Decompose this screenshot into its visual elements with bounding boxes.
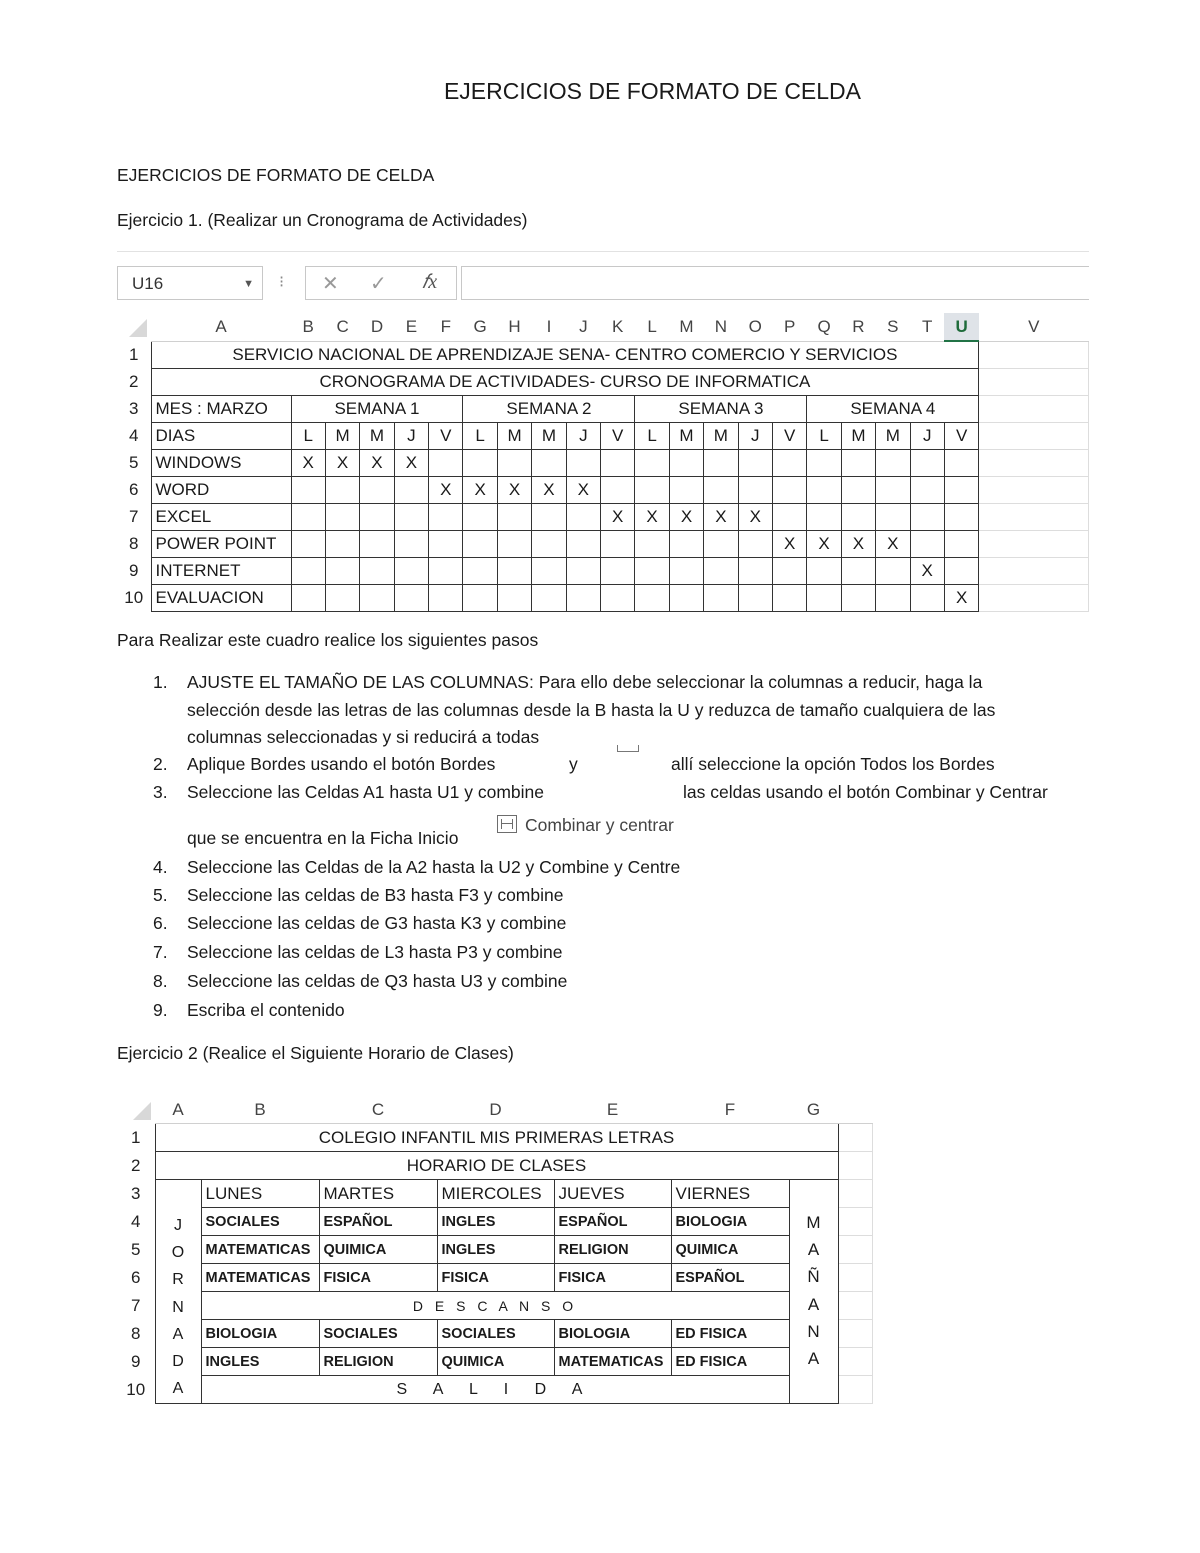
mark-cell[interactable] [532, 531, 566, 558]
mark-cell[interactable] [463, 531, 497, 558]
manana-cell[interactable] [789, 1180, 838, 1404]
days-label-cell[interactable]: DIAS [151, 423, 291, 450]
mark-cell[interactable] [360, 585, 394, 612]
mark-cell[interactable] [635, 585, 669, 612]
row-header[interactable]: 7 [131, 1295, 141, 1315]
mark-cell[interactable] [635, 477, 669, 504]
subject-cell[interactable]: INGLES [437, 1236, 554, 1264]
mark-cell[interactable] [704, 450, 738, 477]
day-cell[interactable]: M [360, 423, 394, 450]
mark-cell[interactable] [841, 477, 875, 504]
mark-cell[interactable] [360, 477, 394, 504]
subject-cell[interactable]: RELIGION [554, 1236, 671, 1264]
day-cell[interactable]: J [738, 423, 772, 450]
mark-cell[interactable]: X [360, 450, 394, 477]
mark-cell[interactable] [360, 558, 394, 585]
mark-cell[interactable] [601, 558, 635, 585]
row-header[interactable]: 9 [131, 1351, 141, 1371]
merge-and-center-button: Combinar y centrar [497, 815, 674, 836]
mark-cell[interactable]: X [635, 504, 669, 531]
column-header-m[interactable]: M [669, 313, 703, 341]
cell[interactable] [838, 1348, 872, 1376]
class-schedule-sheet [117, 1097, 873, 1404]
column-header-d[interactable]: D [437, 1097, 554, 1124]
mark-cell[interactable] [669, 585, 703, 612]
cell[interactable] [979, 450, 1089, 477]
activity-cell[interactable]: WINDOWS [151, 450, 291, 477]
title-cell[interactable]: SERVICIO NACIONAL DE APRENDIZAJE SENA- CENTRO COMERCIO Y SERVICIOS [151, 341, 979, 369]
mark-cell[interactable] [807, 558, 841, 585]
activity-cell[interactable]: POWER POINT [151, 531, 291, 558]
mark-cell[interactable]: X [704, 504, 738, 531]
mark-cell[interactable]: X [772, 531, 806, 558]
day-header-cell[interactable]: JUEVES [554, 1180, 671, 1208]
subject-cell[interactable]: RELIGION [319, 1348, 437, 1376]
mark-cell[interactable] [566, 558, 600, 585]
cell[interactable] [979, 585, 1089, 612]
row-header[interactable]: 1 [129, 344, 139, 364]
mark-cell[interactable] [704, 477, 738, 504]
mark-cell[interactable] [291, 504, 325, 531]
merge-icon [497, 815, 517, 833]
mark-cell[interactable] [910, 450, 944, 477]
cell[interactable] [979, 396, 1089, 423]
letter: N [807, 1321, 820, 1341]
mark-cell[interactable] [566, 585, 600, 612]
mark-cell[interactable] [772, 477, 806, 504]
row-header[interactable]: 3 [129, 399, 139, 418]
week-cell[interactable]: SEMANA 4 [807, 396, 979, 423]
letter: J [174, 1217, 182, 1234]
mark-cell[interactable] [429, 504, 463, 531]
month-cell[interactable]: MES : MARZO [151, 396, 291, 423]
day-cell[interactable]: J [566, 423, 600, 450]
mark-cell[interactable] [704, 558, 738, 585]
mark-cell[interactable]: X [807, 531, 841, 558]
column-header-a[interactable]: A [151, 313, 291, 341]
row-header[interactable]: 9 [129, 561, 139, 580]
day-cell[interactable]: L [463, 423, 497, 450]
mark-cell[interactable] [532, 585, 566, 612]
mark-cell[interactable] [772, 585, 806, 612]
exercise-1-heading: Ejercicio 1. (Realizar un Cronograma de Actividades) [117, 210, 528, 230]
mark-cell[interactable] [635, 531, 669, 558]
row-header[interactable]: 8 [131, 1323, 141, 1343]
letter: D [172, 1353, 184, 1371]
cell[interactable] [838, 1320, 872, 1348]
mark-cell[interactable]: X [566, 477, 600, 504]
mark-cell[interactable] [532, 504, 566, 531]
name-box[interactable]: U16 ▼ [117, 266, 263, 300]
mark-cell[interactable] [394, 531, 428, 558]
mark-cell[interactable]: X [325, 450, 359, 477]
mark-cell[interactable]: X [910, 558, 944, 585]
activity-cell[interactable]: EXCEL [151, 504, 291, 531]
mark-cell[interactable] [669, 531, 703, 558]
subject-cell[interactable]: ESPAÑOL [671, 1264, 789, 1292]
mark-cell[interactable]: X [944, 585, 978, 612]
mark-cell[interactable] [532, 558, 566, 585]
cell[interactable] [979, 477, 1089, 504]
column-header-h[interactable]: H [497, 313, 531, 341]
day-header-cell[interactable]: VIERNES [671, 1180, 789, 1208]
column-header-g[interactable]: G [463, 313, 497, 341]
mark-cell[interactable] [394, 477, 428, 504]
cell[interactable] [838, 1292, 872, 1320]
mark-cell[interactable] [497, 450, 531, 477]
cell[interactable] [979, 558, 1089, 585]
mark-cell[interactable]: X [601, 504, 635, 531]
column-header-f[interactable]: F [671, 1097, 789, 1124]
row-header[interactable]: 2 [129, 372, 139, 391]
column-header-f[interactable]: F [429, 313, 463, 341]
column-header-b[interactable]: B [291, 313, 325, 341]
mark-cell[interactable] [497, 585, 531, 612]
mark-cell[interactable] [669, 450, 703, 477]
mark-cell[interactable] [841, 585, 875, 612]
mark-cell[interactable] [876, 504, 910, 531]
subject-cell[interactable]: QUIMICA [319, 1236, 437, 1264]
confirm-icon[interactable]: ✓ [370, 273, 387, 295]
column-header-q[interactable]: Q [807, 313, 841, 341]
mark-cell[interactable] [807, 450, 841, 477]
exercise-2-heading: Ejercicio 2 (Realice el Siguiente Horario de Clases) [117, 1043, 514, 1063]
break-cell[interactable]: D E S C A N S O [201, 1292, 789, 1320]
row-header[interactable]: 10 [126, 1379, 146, 1399]
mark-cell[interactable] [601, 531, 635, 558]
mark-cell[interactable] [944, 531, 978, 558]
day-cell[interactable]: M [532, 423, 566, 450]
row-header[interactable]: 10 [124, 588, 144, 607]
mark-cell[interactable] [807, 585, 841, 612]
subject-cell[interactable]: BIOLOGIA [671, 1208, 789, 1236]
cell[interactable] [838, 1180, 872, 1208]
column-header-v[interactable]: V [979, 313, 1089, 341]
mark-cell[interactable] [601, 450, 635, 477]
week-cell[interactable]: SEMANA 3 [635, 396, 807, 423]
column-header-k[interactable]: K [601, 313, 635, 341]
cell[interactable] [979, 504, 1089, 531]
letter: O [171, 1244, 185, 1262]
row-header[interactable]: 7 [129, 507, 139, 526]
mark-cell[interactable] [325, 558, 359, 585]
mark-cell[interactable] [944, 477, 978, 504]
row-header[interactable]: 1 [131, 1127, 141, 1147]
subject-cell[interactable]: INGLES [201, 1348, 319, 1376]
cell[interactable] [838, 1152, 872, 1180]
subject-cell[interactable]: QUIMICA [671, 1236, 789, 1264]
cell[interactable] [838, 1124, 872, 1152]
subject-cell[interactable]: FISICA [437, 1264, 554, 1292]
mark-cell[interactable]: X [291, 450, 325, 477]
steps-intro: Para Realizar este cuadro realice los siguientes pasos [117, 630, 539, 650]
mark-cell[interactable] [910, 531, 944, 558]
letter: A [807, 1349, 820, 1369]
mark-cell[interactable] [738, 450, 772, 477]
column-header-g[interactable]: G [789, 1097, 838, 1124]
column-header-j[interactable]: J [566, 313, 600, 341]
letter: Ñ [807, 1267, 820, 1287]
subject-cell[interactable]: FISICA [554, 1264, 671, 1292]
letter: M [806, 1213, 821, 1232]
formula-bar [117, 264, 1089, 302]
letter: N [172, 1298, 184, 1316]
mark-cell[interactable] [291, 558, 325, 585]
mark-cell[interactable] [876, 558, 910, 585]
mark-cell[interactable] [807, 504, 841, 531]
mark-cell[interactable] [669, 477, 703, 504]
week-cell[interactable]: SEMANA 2 [463, 396, 635, 423]
mark-cell[interactable] [497, 531, 531, 558]
divider [117, 251, 1089, 252]
cell[interactable] [979, 369, 1089, 396]
row-header[interactable]: 6 [131, 1267, 141, 1287]
mark-cell[interactable] [841, 450, 875, 477]
select-all-icon [133, 1102, 151, 1120]
mark-cell[interactable] [738, 585, 772, 612]
row-header[interactable]: 4 [129, 426, 139, 445]
letter: A [172, 1380, 184, 1398]
function-icon[interactable]: 𝑓x [422, 271, 438, 293]
subject-cell[interactable]: ESPAÑOL [554, 1208, 671, 1236]
mark-cell[interactable] [325, 531, 359, 558]
day-cell[interactable]: L [635, 423, 669, 450]
subject-cell[interactable]: MATEMATICAS [201, 1236, 319, 1264]
row-header[interactable]: 5 [131, 1239, 141, 1259]
borders-icon [617, 745, 639, 752]
day-cell[interactable]: M [876, 423, 910, 450]
column-header-t[interactable]: T [910, 313, 944, 341]
formula-input[interactable] [461, 266, 1089, 300]
mark-cell[interactable]: X [876, 531, 910, 558]
day-cell[interactable]: V [429, 423, 463, 450]
subject-cell[interactable]: ESPAÑOL [319, 1208, 437, 1236]
activity-cell[interactable]: WORD [151, 477, 291, 504]
subject-cell[interactable]: BIOLOGIA [201, 1320, 319, 1348]
column-header-s[interactable]: S [876, 313, 910, 341]
subject-cell[interactable]: SOCIALES [319, 1320, 437, 1348]
column-header-u[interactable]: U [944, 313, 978, 341]
mark-cell[interactable] [291, 585, 325, 612]
mark-cell[interactable] [807, 477, 841, 504]
mark-cell[interactable] [944, 450, 978, 477]
column-header[interactable] [838, 1097, 872, 1124]
day-cell[interactable]: M [325, 423, 359, 450]
mark-cell[interactable]: X [738, 504, 772, 531]
mark-cell[interactable] [463, 558, 497, 585]
column-header-p[interactable]: P [772, 313, 806, 341]
mark-cell[interactable] [704, 585, 738, 612]
subject-cell[interactable]: SOCIALES [201, 1208, 319, 1236]
subtitle-cell[interactable]: HORARIO DE CLASES [155, 1152, 838, 1180]
column-header-c[interactable]: C [319, 1097, 437, 1124]
mark-cell[interactable]: X [497, 477, 531, 504]
mark-cell[interactable]: X [532, 477, 566, 504]
mark-cell[interactable] [944, 558, 978, 585]
day-cell[interactable]: M [497, 423, 531, 450]
subject-cell[interactable]: MATEMATICAS [201, 1264, 319, 1292]
day-cell[interactable]: M [669, 423, 703, 450]
select-all-icon [129, 319, 147, 337]
mark-cell[interactable] [841, 558, 875, 585]
select-all-corner[interactable] [117, 313, 151, 341]
mark-cell[interactable] [738, 558, 772, 585]
cell[interactable] [979, 423, 1089, 450]
day-cell[interactable]: M [704, 423, 738, 450]
cell[interactable] [838, 1208, 872, 1236]
mark-cell[interactable] [566, 450, 600, 477]
subtitle-cell[interactable]: CRONOGRAMA DE ACTIVIDADES- CURSO DE INFORMATICA [151, 369, 979, 396]
mark-cell[interactable] [635, 558, 669, 585]
mark-cell[interactable] [876, 477, 910, 504]
title-cell[interactable]: COLEGIO INFANTIL MIS PRIMERAS LETRAS [155, 1124, 838, 1152]
subject-cell[interactable]: ED FISICA [671, 1320, 789, 1348]
letter: A [172, 1325, 184, 1343]
mark-cell[interactable] [704, 531, 738, 558]
row-header[interactable]: 3 [131, 1183, 141, 1203]
day-header-cell[interactable]: MIERCOLES [437, 1180, 554, 1208]
mark-cell[interactable] [910, 504, 944, 531]
column-header-c[interactable]: C [325, 313, 359, 341]
mark-cell[interactable] [738, 531, 772, 558]
mark-cell[interactable] [463, 450, 497, 477]
document-title: EJERCICIOS DE FORMATO DE CELDA [443, 78, 862, 104]
day-cell[interactable]: J [910, 423, 944, 450]
mark-cell[interactable] [429, 585, 463, 612]
column-header-a[interactable]: A [155, 1097, 201, 1124]
mark-cell[interactable] [291, 477, 325, 504]
mark-cell[interactable]: X [394, 450, 428, 477]
select-all-corner[interactable] [117, 1097, 155, 1124]
cell[interactable] [838, 1264, 872, 1292]
jornada-cell[interactable] [155, 1180, 201, 1404]
letter: R [172, 1271, 184, 1289]
row-header[interactable]: 8 [129, 534, 139, 553]
mark-cell[interactable] [325, 504, 359, 531]
mark-cell[interactable] [910, 585, 944, 612]
day-cell[interactable]: M [841, 423, 875, 450]
subject-cell[interactable]: MATEMATICAS [554, 1348, 671, 1376]
column-header-o[interactable]: O [738, 313, 772, 341]
mark-cell[interactable] [325, 477, 359, 504]
row-header[interactable]: 6 [129, 480, 139, 499]
column-header-n[interactable]: N [704, 313, 738, 341]
column-header-b[interactable]: B [201, 1097, 319, 1124]
mark-cell[interactable] [360, 504, 394, 531]
activity-cell[interactable]: EVALUACION [151, 585, 291, 612]
row-header[interactable]: 4 [131, 1211, 141, 1231]
column-header-e[interactable]: E [394, 313, 428, 341]
formula-buttons [305, 266, 457, 300]
mark-cell[interactable] [463, 585, 497, 612]
mark-cell[interactable] [429, 450, 463, 477]
cell[interactable] [838, 1236, 872, 1264]
chevron-down-icon[interactable]: ▼ [243, 278, 254, 290]
subject-cell[interactable]: INGLES [437, 1208, 554, 1236]
week-cell[interactable]: SEMANA 1 [291, 396, 463, 423]
day-cell[interactable]: J [394, 423, 428, 450]
mark-cell[interactable] [532, 450, 566, 477]
mark-cell[interactable]: X [669, 504, 703, 531]
mark-cell[interactable] [738, 477, 772, 504]
mark-cell[interactable] [360, 531, 394, 558]
mark-cell[interactable] [566, 531, 600, 558]
mark-cell[interactable] [876, 585, 910, 612]
cell[interactable] [979, 531, 1089, 558]
mark-cell[interactable]: X [463, 477, 497, 504]
day-cell[interactable]: L [807, 423, 841, 450]
day-cell[interactable]: V [772, 423, 806, 450]
mark-cell[interactable] [497, 558, 531, 585]
mark-cell[interactable] [463, 504, 497, 531]
mark-cell[interactable] [944, 504, 978, 531]
row-header[interactable]: 5 [129, 453, 139, 472]
mark-cell[interactable] [772, 558, 806, 585]
mark-cell[interactable] [429, 558, 463, 585]
day-header-cell[interactable]: MARTES [319, 1180, 437, 1208]
mark-cell[interactable] [497, 504, 531, 531]
cell[interactable] [838, 1376, 872, 1404]
subject-cell[interactable]: QUIMICA [437, 1348, 554, 1376]
mark-cell[interactable] [601, 477, 635, 504]
mark-cell[interactable] [394, 504, 428, 531]
mark-cell[interactable] [566, 504, 600, 531]
row-header[interactable]: 2 [131, 1155, 141, 1175]
mark-cell[interactable]: X [429, 477, 463, 504]
column-header-e[interactable]: E [554, 1097, 671, 1124]
letter: A [807, 1294, 820, 1314]
mark-cell[interactable] [635, 450, 669, 477]
mark-cell[interactable] [669, 558, 703, 585]
mark-cell[interactable] [601, 585, 635, 612]
mark-cell[interactable] [910, 477, 944, 504]
subject-cell[interactable]: ED FISICA [671, 1348, 789, 1376]
column-header-r[interactable]: R [841, 313, 875, 341]
more-icon: ⁝ [279, 274, 285, 291]
exit-cell[interactable]: S A L I D A [201, 1376, 789, 1404]
schedule-sheet [117, 313, 1089, 612]
mark-cell[interactable] [394, 558, 428, 585]
mark-cell[interactable]: X [841, 531, 875, 558]
mark-cell[interactable] [394, 585, 428, 612]
mark-cell[interactable] [772, 504, 806, 531]
day-cell[interactable]: V [944, 423, 978, 450]
activity-cell[interactable]: INTERNET [151, 558, 291, 585]
mark-cell[interactable] [841, 504, 875, 531]
column-header-i[interactable]: I [532, 313, 566, 341]
mark-cell[interactable] [876, 450, 910, 477]
subject-cell[interactable]: BIOLOGIA [554, 1320, 671, 1348]
mark-cell[interactable] [429, 531, 463, 558]
cancel-icon[interactable]: ✕ [322, 273, 339, 295]
mark-cell[interactable] [325, 585, 359, 612]
column-header-d[interactable]: D [360, 313, 394, 341]
day-header-cell[interactable]: LUNES [201, 1180, 319, 1208]
letter: A [807, 1240, 820, 1260]
day-cell[interactable]: L [291, 423, 325, 450]
mark-cell[interactable] [291, 531, 325, 558]
document-subtitle: EJERCICIOS DE FORMATO DE CELDA [117, 165, 435, 185]
column-header-l[interactable]: L [635, 313, 669, 341]
cell[interactable] [979, 341, 1089, 369]
day-cell[interactable]: V [601, 423, 635, 450]
mark-cell[interactable] [772, 450, 806, 477]
subject-cell[interactable]: SOCIALES [437, 1320, 554, 1348]
subject-cell[interactable]: FISICA [319, 1264, 437, 1292]
